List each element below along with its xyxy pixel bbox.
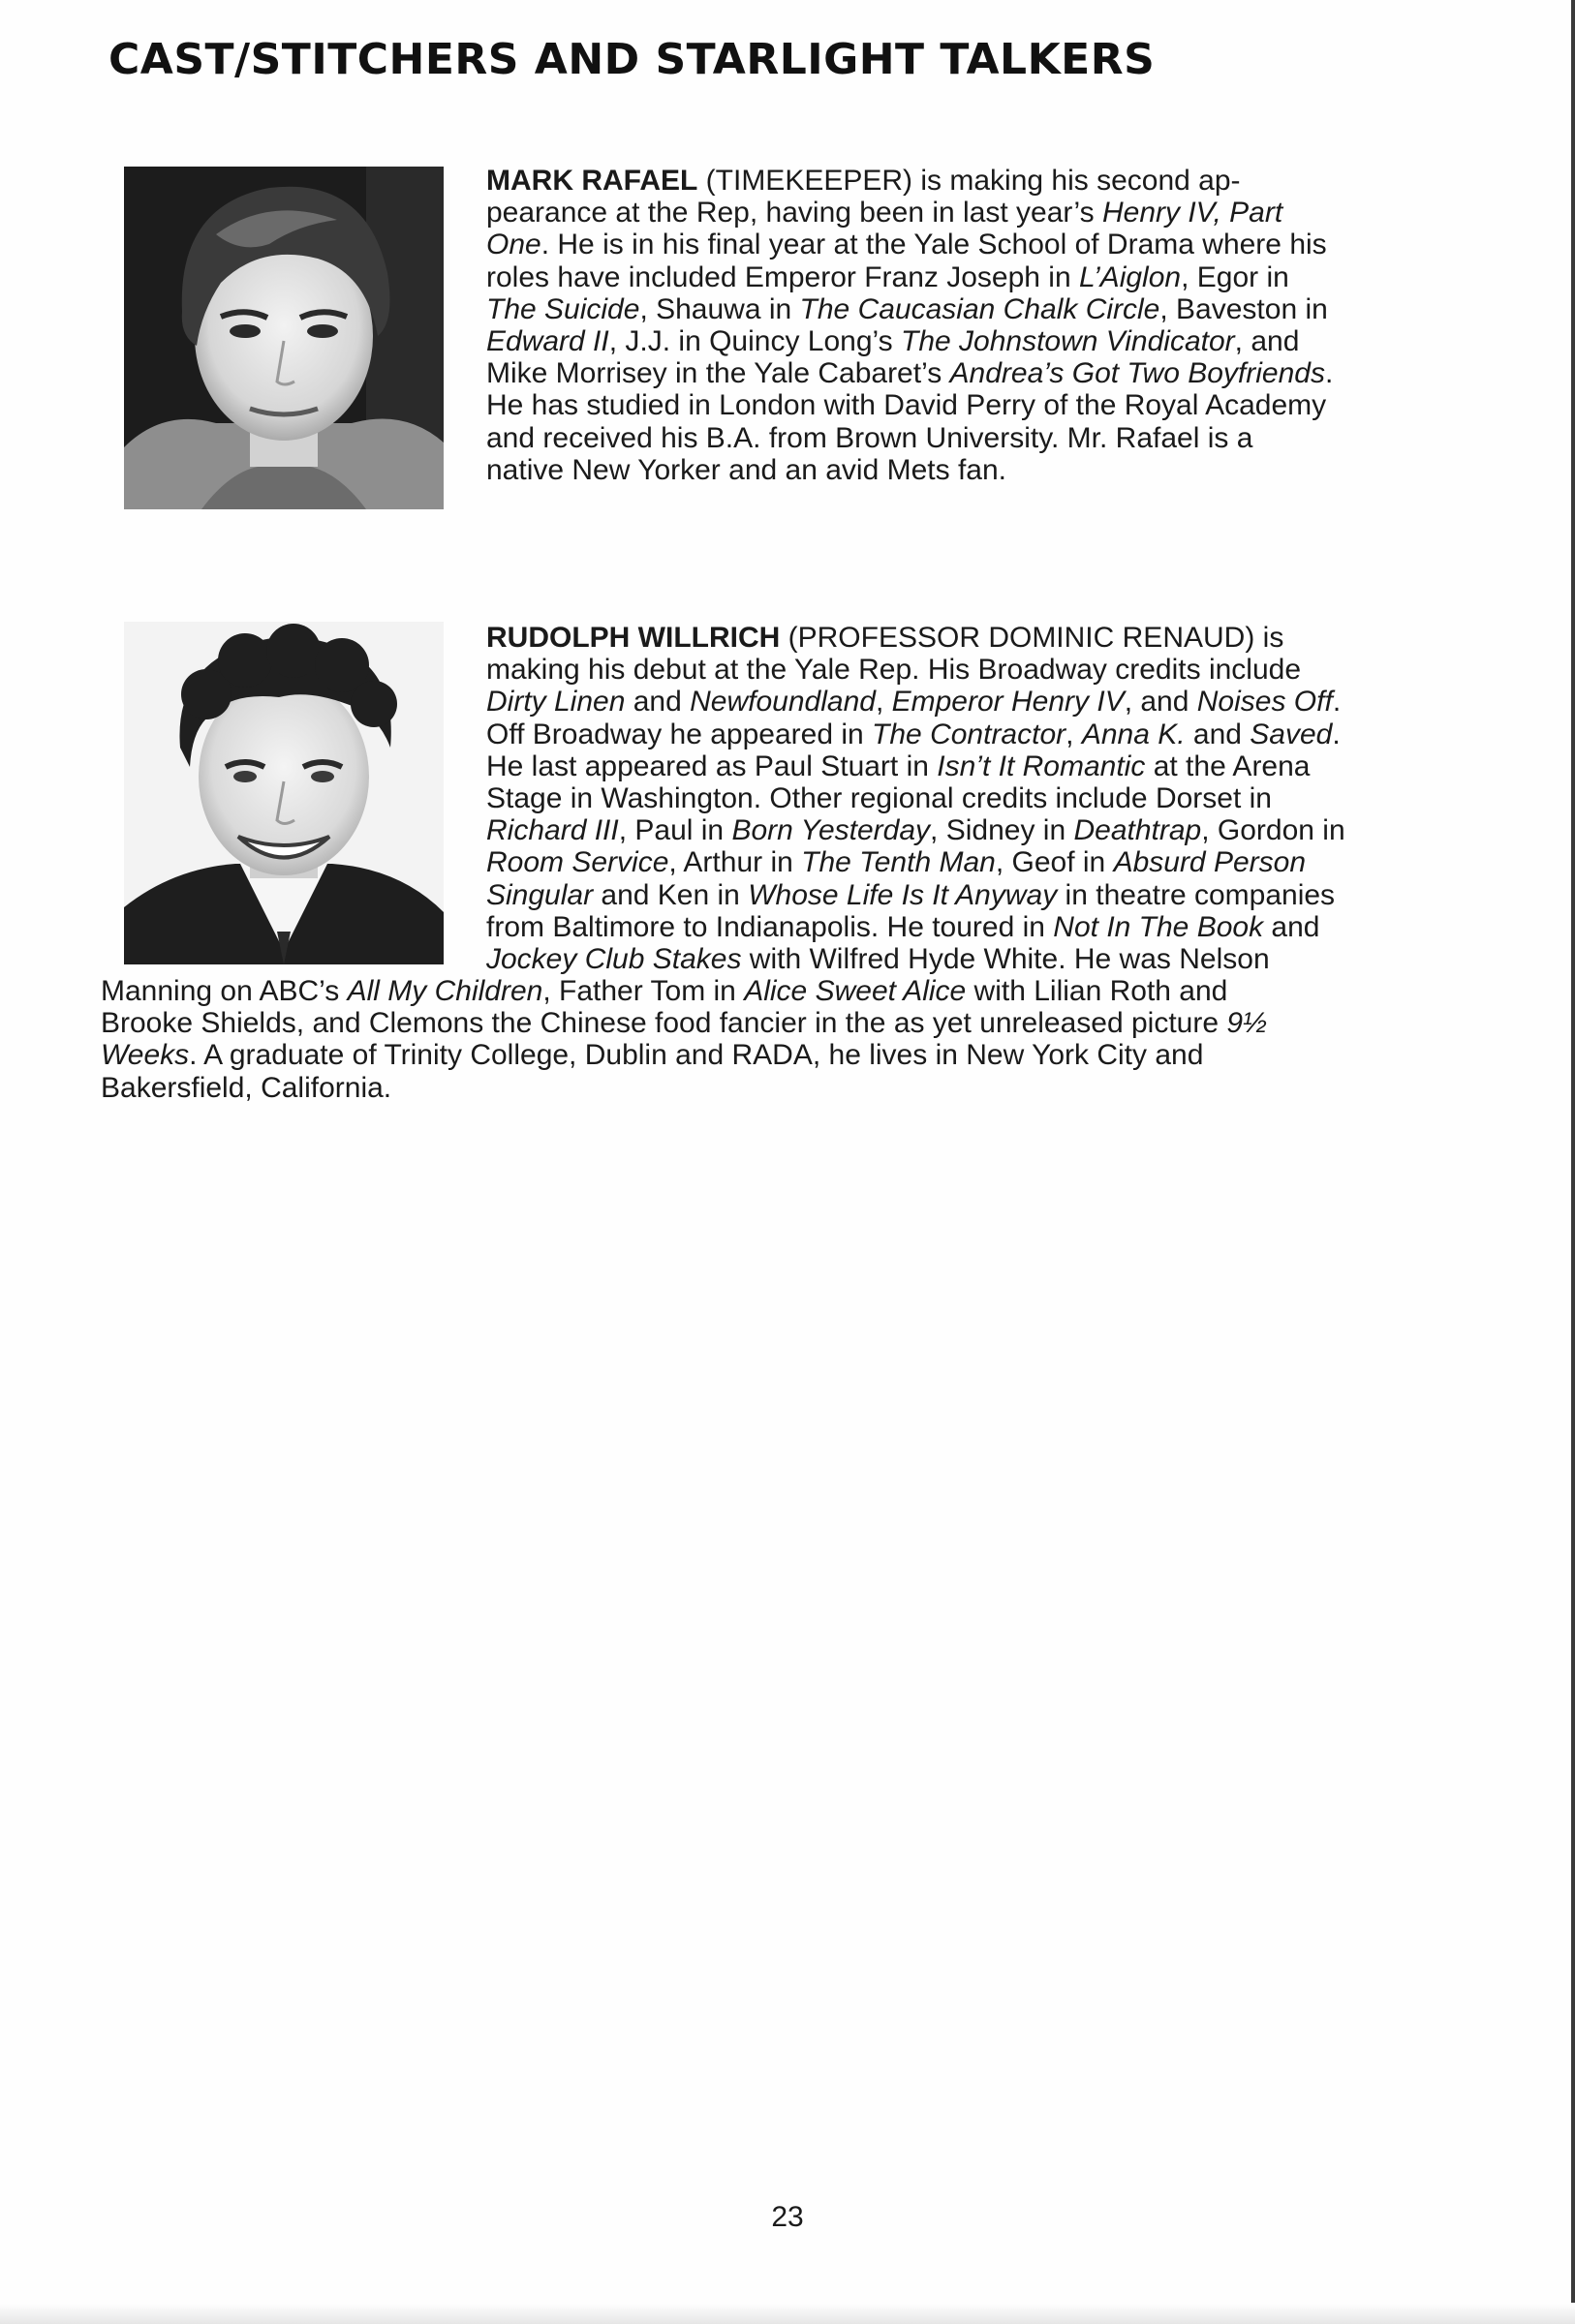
bio-title-italic: Jockey Club Stakes [486,943,742,976]
bio-text: , Shauwa in [639,292,800,325]
bio-title-italic: Room Service [486,846,669,879]
bio-title-italic: Anna K. [1081,718,1186,750]
bio-line [486,197,1474,229]
page-edge-shadow [1571,0,1575,2324]
bio-title-italic: Richard III [486,814,619,847]
bio-text: pearance at the Rep, having been in last year’s [486,197,1102,229]
bio-mark-rafael [486,165,1474,486]
bio-text: and received his B.A. from Brown University. Mr. Rafael is a [486,421,1253,454]
bio-title-italic: Whose Life Is It Anyway [748,878,1058,911]
bio-title-italic: All My Children [347,975,543,1007]
bio-line [486,750,1474,782]
bio-text: Bakersfield, California. [101,1071,392,1104]
bio-text: He last appeared as Paul Stuart in [486,749,938,782]
bio-line [486,622,1474,654]
bio-text: Off Broadway he appeared in [486,718,873,750]
bio-title-italic: Isn’t It Romantic [937,749,1146,782]
bio-title-italic: Andrea’s Got Two Boyfriends [949,357,1325,390]
headshot-mark-rafael [124,167,444,509]
bio-text: , [875,686,892,719]
bio-title-italic: Edward II [486,325,609,358]
bio-text: . He is in his final year at the Yale School of Drama where his [540,229,1327,261]
headshot-rudolph-willrich [124,622,444,964]
bio-line [486,879,1474,911]
bio-text: . [1332,686,1342,719]
page-title: CAST/STITCHERS AND STARLIGHT TALKERS [108,35,1156,84]
bio-line [486,293,1474,325]
bio-title-italic: One [486,229,541,261]
bio-text: from Baltimore to Indianapolis. He toured in [486,910,1054,943]
bio-line [486,261,1474,293]
bio-line [486,814,1474,846]
bio-text: , Paul in [618,814,732,847]
bio-rudolph-willrich-continued [101,975,1476,1104]
bio-text: at the Arena [1145,749,1311,782]
bio-text: , Father Tom in [542,975,745,1007]
bio-text: and [1185,718,1251,750]
bio-text: Mike Morrisey in the Yale Cabaret’s [486,357,950,390]
bio-line [486,654,1474,686]
bio-line [101,975,1476,1007]
bio-line [486,325,1474,357]
bio-line [486,165,1474,197]
bio-line [101,1007,1476,1039]
bio-text: . [1332,718,1341,750]
bio-text: , Geof in [995,846,1114,879]
bio-text: . A graduate of Trinity College, Dublin and RADA, he lives in New York City and [189,1039,1204,1072]
bio-title-italic: Not In The Book [1053,910,1264,943]
page-number: 23 [771,2201,804,2233]
bio-text: and [1263,910,1320,943]
bio-title-italic: Saved [1250,718,1333,750]
bio-text: . [1324,357,1334,390]
bio-text: and [625,686,691,719]
bio-text: , Egor in [1181,260,1289,293]
bio-name: RUDOLPH WILLRICH [486,622,781,654]
bio-text: with Wilfred Hyde White. He was Nelson [741,943,1270,976]
bio-text: with Lilian Roth and [966,975,1228,1007]
bio-line [486,846,1474,878]
bio-line [101,1072,1476,1104]
bio-title-italic: Dirty Linen [486,686,626,719]
bio-title-italic: The Tenth Man [801,846,996,879]
bio-text: , and [1234,325,1300,358]
bio-text: (PROFESSOR DOMINIC RENAUD) is [780,622,1284,654]
bio-text: roles have included Emperor Franz Joseph in [486,260,1079,293]
bio-title-italic: 9½ [1226,1007,1268,1040]
bio-title-italic: The Contractor [872,718,1066,750]
page-bottom-shadow [0,2303,1575,2324]
bio-title-italic: The Caucasian Chalk Circle [799,292,1160,325]
bio-rudolph-willrich [486,622,1474,975]
bio-line [486,782,1474,814]
bio-title-italic: The Johnstown Vindicator [901,325,1235,358]
bio-line [486,686,1474,718]
bio-line [486,229,1474,260]
bio-line [101,1039,1476,1071]
bio-title-italic: Weeks [101,1039,190,1072]
bio-text: in theatre companies [1057,878,1336,911]
bio-title-italic: L’Aiglon [1078,260,1182,293]
bio-text: (TIMEKEEPER) is making his second ap- [697,165,1241,197]
bio-line [486,719,1474,750]
bio-title-italic: Born Yesterday [731,814,931,847]
bio-text: , [1065,718,1082,750]
bio-title-italic: Henry IV, Part [1101,197,1283,229]
bio-title-italic: Noises Off [1196,686,1333,719]
bio-text: He has studied in London with David Perry of the Royal Academy [486,389,1327,422]
bio-text: , Sidney in [930,814,1074,847]
bio-text: and Ken in [593,878,749,911]
bio-text: , Arthur in [668,846,802,879]
bio-text: , Gordon in [1201,814,1345,847]
bio-title-italic: Alice Sweet Alice [744,975,967,1007]
bio-text: , and [1124,686,1197,719]
bio-text: Manning on ABC’s [101,975,348,1007]
bio-line [486,911,1474,943]
bio-line [486,389,1474,421]
bio-text: making his debut at the Yale Rep. His Broadway credits include [486,654,1302,687]
bio-title-italic: Singular [486,878,594,911]
bio-text: , Baveston in [1159,292,1328,325]
bio-name: MARK RAFAEL [486,165,698,197]
bio-line [486,943,1474,975]
bio-line [486,422,1474,454]
bio-text: Stage in Washington. Other regional credits include Dorset in [486,782,1272,815]
bio-title-italic: Newfoundland [690,686,876,719]
bio-title-italic: Absurd Person [1113,846,1307,879]
bio-text: Brooke Shields, and Clemons the Chinese food fancier in the as yet unreleased picture [101,1007,1227,1040]
bio-text: , J.J. in Quincy Long’s [608,325,901,358]
bio-title-italic: The Suicide [486,292,640,325]
bio-text: native New Yorker and an avid Mets fan. [486,453,1006,486]
bio-line [486,454,1474,486]
bio-title-italic: Deathtrap [1073,814,1202,847]
bio-title-italic: Emperor Henry IV [891,686,1125,719]
bio-line [486,357,1474,389]
